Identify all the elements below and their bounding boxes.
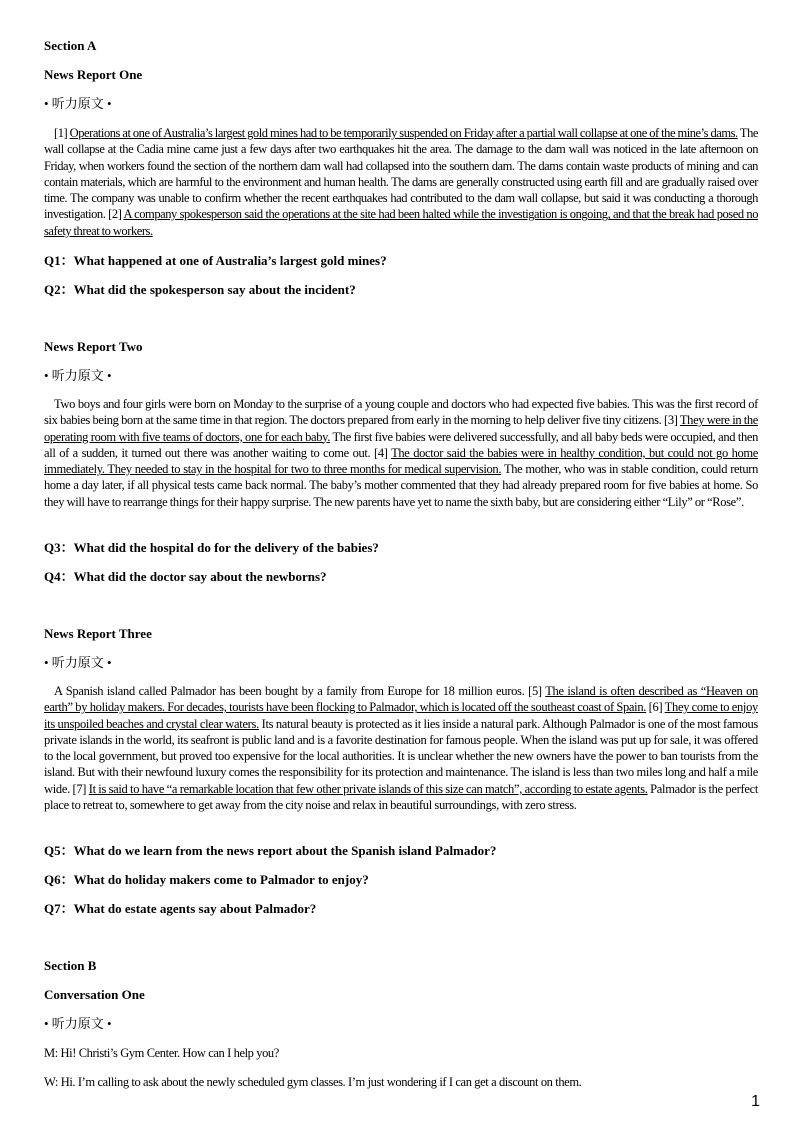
question-q7: Q7：What do estate agents say about Palmador? [44,901,317,916]
question-q2: Q2：What did the spokesperson say about the incident? [44,282,356,297]
answer-underline: The doctor said the babies were in healthy condition, but could not go home immediately. They needed to stay in the hospital for two to three months for medical supervision. [44,445,758,477]
answer-underline: A company spokesperson said the operations at the site had been halted while the investigation is ongoing, and that the break had posed no safety threat to workers. [44,207,758,238]
question-q5: Q5：What do we learn from the news report about the Spanish island Palmador? [44,843,497,858]
news-report-two-transcript: Two boys and four girls were born on Monday to the surprise of a young couple and doctors who had expected five babies. This was the first record of six babies being born at the same time in that region. The doctors prepared from early in the morning to help deliver five tiny citizens. [3] They were in the operating room with five teams of doctors, one for each baby. The first five babies were delivered successfully, and all baby beds were occupied, and then all of a sudden, it turned out there was another waiting to come out. [4] The doctor said the babies were in healthy condition, but could not go home immediately. They needed to stay in the hospital for two to three months for medical supervision. The mother, who was in stable condition, could return home a day later, if all physical tests came back normal. The baby’s mother commented that they had already prepared room for five babies at home. So they will have to rearrange things for their happy surprise. The new parents have yet to name the sixth baby, but are considering either “Lily” or “Rose”. [44,397,759,509]
answer-underline: It is said to have “a remarkable location that few other private islands of this size can match”, according to estate agents. [88,781,648,796]
news-report-three-transcript: A Spanish island called Palmador has been bought by a family from Europe for 18 million euros. [5] The island is often described as “Heaven on earth” by holiday makers. For decades, tourists have been flocking to Palmador, which is located off the southeast coast of Spain. [6] They come to enjoy its unspoiled beaches and crystal clear waters. Its natural beauty is protected as it lies inside a natural park. Although Palmador is one of the most famous private islands in the world, its seafront is public land and is a favorite destination for famous people. When the island was put up for sale, it was offered to the local government, but proved too expensive for the local authorities. It is unclear whether the new owners have the power to ban tourists from the island. But with their newfound luxury comes the responsibility for its protection and maintenance. The island is less than two miles long and half a mile wide. [7] It is said to have “a remarkable location that few other private islands of this size can match”, according to estate agents. Palmador is the perfect place to retreat to, somewhere to get away from the city noise and relax in beautiful surroundings, with zero stress. [44,684,759,813]
page-number: 1 [751,1093,760,1110]
question-q6: Q6：What do holiday makers come to Palmador to enjoy? [44,872,369,887]
section-a-heading: Section A [44,38,97,53]
news-report-three-heading: News Report Three [44,626,152,641]
news-report-two-heading: News Report Two [44,339,143,354]
dialogue-line-man: M: Hi! Christi’s Gym Center. How can I help you? [44,1046,279,1060]
news-report-one-heading: News Report One [44,67,143,82]
dialogue-line-woman: W: Hi. I’m calling to ask about the newly scheduled gym classes. I’m just wondering if I can get a discount on them. [44,1075,582,1089]
news-report-one-transcript: [1] Operations at one of Australia’s largest gold mines had to be temporarily suspended on Friday after a partial wall collapse at one of the mine’s dams. The wall collapse at the Cadia mine came just a few days after two earthquakes hit the area. The damage to the dam wall was noticed in the late afternoon on Friday, when workers found the section of the northern dam wall had collapsed into the southern dam. The dams contain waste products of mining and can contain materials, which are harmful to the environment and human health. The dams are generally constructed using earth fill and are gradually raised over time. The company was unable to confirm whether the recent earthquakes had contributed to the dam wall collapse, but said it was conducting a thorough investigation. [2] A company spokesperson said the operations at the site had been halted while the investigation is ongoing, and that the break had posed no safety threat to workers. [44,126,758,238]
transcript-tag: • 听力原文 • [44,655,112,670]
answer-underline: Operations at one of Australia’s largest gold mines had to be temporarily suspended on Friday after a partial wall collapse at one of the mine’s dams. [69,126,738,140]
section-b-heading: Section B [44,958,97,973]
answer-underline: They come to enjoy its unspoiled beaches and crystal clear waters. [44,700,758,731]
answer-underline: The island is often described as “Heaven on earth” by holiday makers. For decades, tourists have been flocking to Palmador, which is located off the southeast coast of Spain. [44,684,758,715]
question-q4: Q4：What did the doctor say about the newborns? [44,569,327,584]
transcript-tag: • 听力原文 • [44,96,112,111]
conversation-one-heading: Conversation One [44,987,145,1002]
question-q3: Q3：What did the hospital do for the delivery of the babies? [44,540,379,555]
question-q1: Q1：What happened at one of Australia’s largest gold mines? [44,253,387,268]
answer-underline: They were in the operating room with five teams of doctors, one for each baby. [44,413,759,444]
transcript-tag: • 听力原文 • [44,368,112,383]
transcript-tag: • 听力原文 • [44,1016,112,1031]
